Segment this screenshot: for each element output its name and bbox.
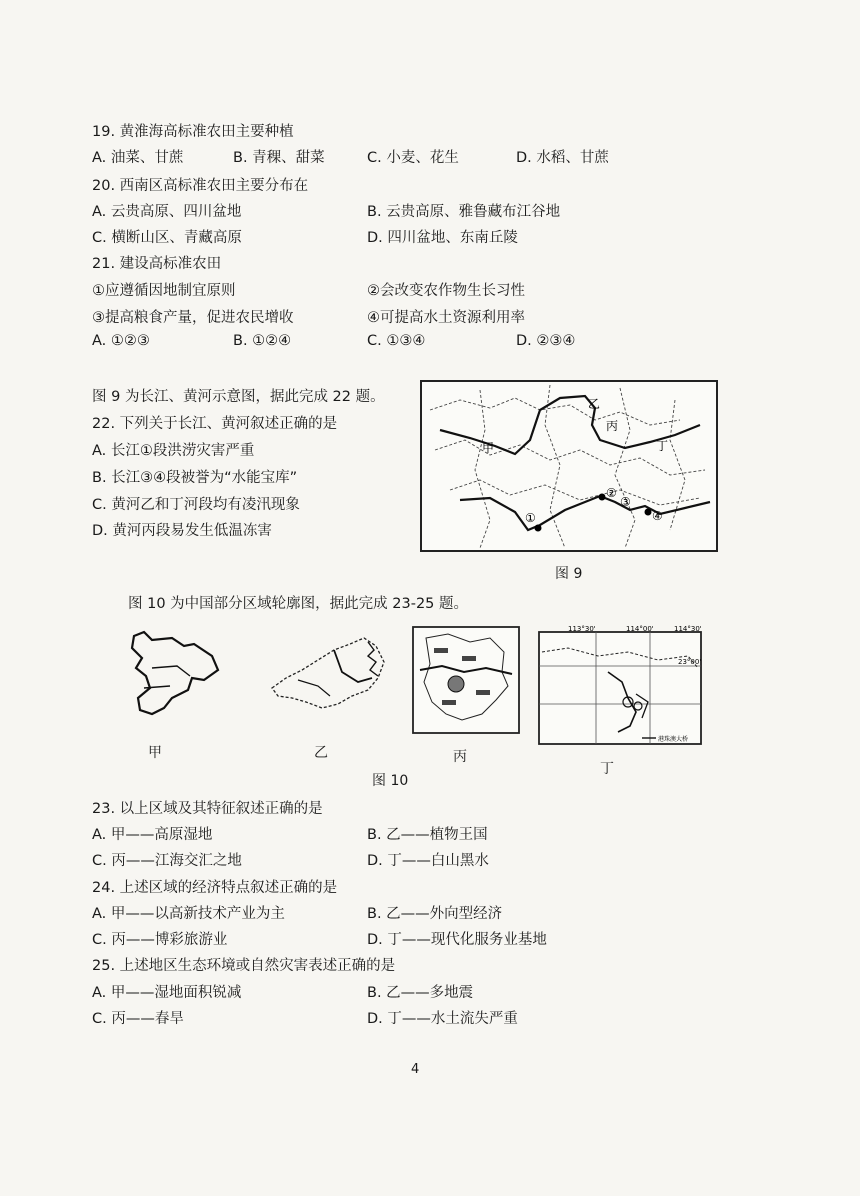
marker-1-dot [535,525,542,532]
fig10-label-bing: 丙 [453,749,467,765]
fig9-label-ding: 丁 [656,439,669,453]
q24-option-a[interactable]: A. 甲——以高新技术产业为主 [92,906,285,922]
fig10-label-ding: 丁 [600,761,614,777]
q25-option-c[interactable]: C. 丙——春旱 [92,1011,184,1027]
q25-option-b[interactable]: B. 乙——多地震 [367,985,474,1001]
q20-option-a[interactable]: A. 云贵高原、四川盆地 [92,204,242,220]
ding-tick-1: 113°30' [568,625,596,633]
q24-stem: 24. 上述区域的经济特点叙述正确的是 [92,880,338,896]
fig9-label-bing: 丙 [606,419,619,433]
q20-option-b[interactable]: B. 云贵高原、雅鲁藏布江谷地 [367,204,561,220]
q24-option-b[interactable]: B. 乙——外向型经济 [367,906,503,922]
fig10-map-jia [122,628,222,720]
fig10-map-yi [268,632,392,714]
ding-tick-4: 23°00' [678,658,702,666]
q25-option-a[interactable]: A. 甲——湿地面积锐减 [92,985,242,1001]
q23-option-a[interactable]: A. 甲——高原湿地 [92,827,213,843]
q21-statement-1: ①应遵循因地制宜原则 [92,283,236,299]
fig10-map-bing [412,626,520,734]
fig10-label-yi: 乙 [314,745,328,761]
q21-option-b[interactable]: B. ①②④ [233,333,292,349]
q20-option-d[interactable]: D. 四川盆地、东南丘陵 [367,230,518,246]
page-number: 4 [411,1062,420,1077]
fig10-intro: 图 10 为中国部分区域轮廓图，据此完成 23-25 题。 [128,596,469,612]
fig9-label-yi: 乙 [588,397,601,411]
ding-tick-3: 114°30' [674,625,702,633]
q23-stem: 23. 以上区域及其特征叙述正确的是 [92,801,323,817]
q21-statement-3: ③提高粮食产量，促进农民增收 [92,310,294,326]
fig9-label-2: ② [606,486,617,500]
q24-option-d[interactable]: D. 丁——现代化服务业基地 [367,932,547,948]
marker-4-dot [645,509,652,516]
q19-stem: 19. 黄淮海高标准农田主要种植 [92,124,294,140]
marker-2-dot [599,494,606,501]
q22-option-b[interactable]: B. 长江③④段被誉为“水能宝库” [92,470,298,486]
q25-option-d[interactable]: D. 丁——水土流失严重 [367,1011,518,1027]
q19-option-b[interactable]: B. 青稞、甜菜 [233,150,325,166]
fig10-label-jia: 甲 [148,745,162,761]
q21-statement-2: ②会改变农作物生长习性 [367,283,525,299]
q19-option-d[interactable]: D. 水稻、甘蔗 [516,150,609,166]
q19-option-c[interactable]: C. 小麦、花生 [367,150,459,166]
q21-option-d[interactable]: D. ②③④ [516,333,576,349]
q19-option-a[interactable]: A. 油菜、甘蔗 [92,150,184,166]
q20-stem: 20. 西南区高标准农田主要分布在 [92,178,309,194]
ding-legend-text: 港珠澳大桥 [658,736,689,743]
fig10-caption: 图 10 [372,773,409,789]
fig9-label-jia: 甲 [482,441,495,455]
fig9-map [420,380,718,552]
q22-option-d[interactable]: D. 黄河丙段易发生低温冻害 [92,523,272,539]
q21-option-a[interactable]: A. ①②③ [92,333,150,349]
q25-stem: 25. 上述地区生态环境或自然灾害表述正确的是 [92,958,396,974]
q22-stem: 22. 下列关于长江、黄河叙述正确的是 [92,416,338,432]
q23-option-d[interactable]: D. 丁——白山黑水 [367,853,489,869]
fig9-intro: 图 9 为长江、黄河示意图，据此完成 22 题。 [92,389,385,405]
q24-option-c[interactable]: C. 丙——博彩旅游业 [92,932,228,948]
fig10-map-ding [538,622,702,746]
q21-stem: 21. 建设高标准农田 [92,256,222,272]
fig9-label-4: ④ [652,509,663,523]
fig9-label-3: ③ [620,495,631,509]
q21-option-c[interactable]: C. ①③④ [367,333,426,349]
q23-option-b[interactable]: B. 乙——植物王国 [367,827,488,843]
q22-option-a[interactable]: A. 长江①段洪涝灾害严重 [92,443,255,459]
q21-statement-4: ④可提高水土资源利用率 [367,310,525,326]
fig9-label-1: ① [525,511,536,525]
q22-option-c[interactable]: C. 黄河乙和丁河段均有凌汛现象 [92,497,300,513]
q20-option-c[interactable]: C. 横断山区、青藏高原 [92,230,242,246]
q23-option-c[interactable]: C. 丙——江海交汇之地 [92,853,242,869]
ding-tick-2: 114°00' [626,625,654,633]
fig9-caption: 图 9 [555,566,583,582]
